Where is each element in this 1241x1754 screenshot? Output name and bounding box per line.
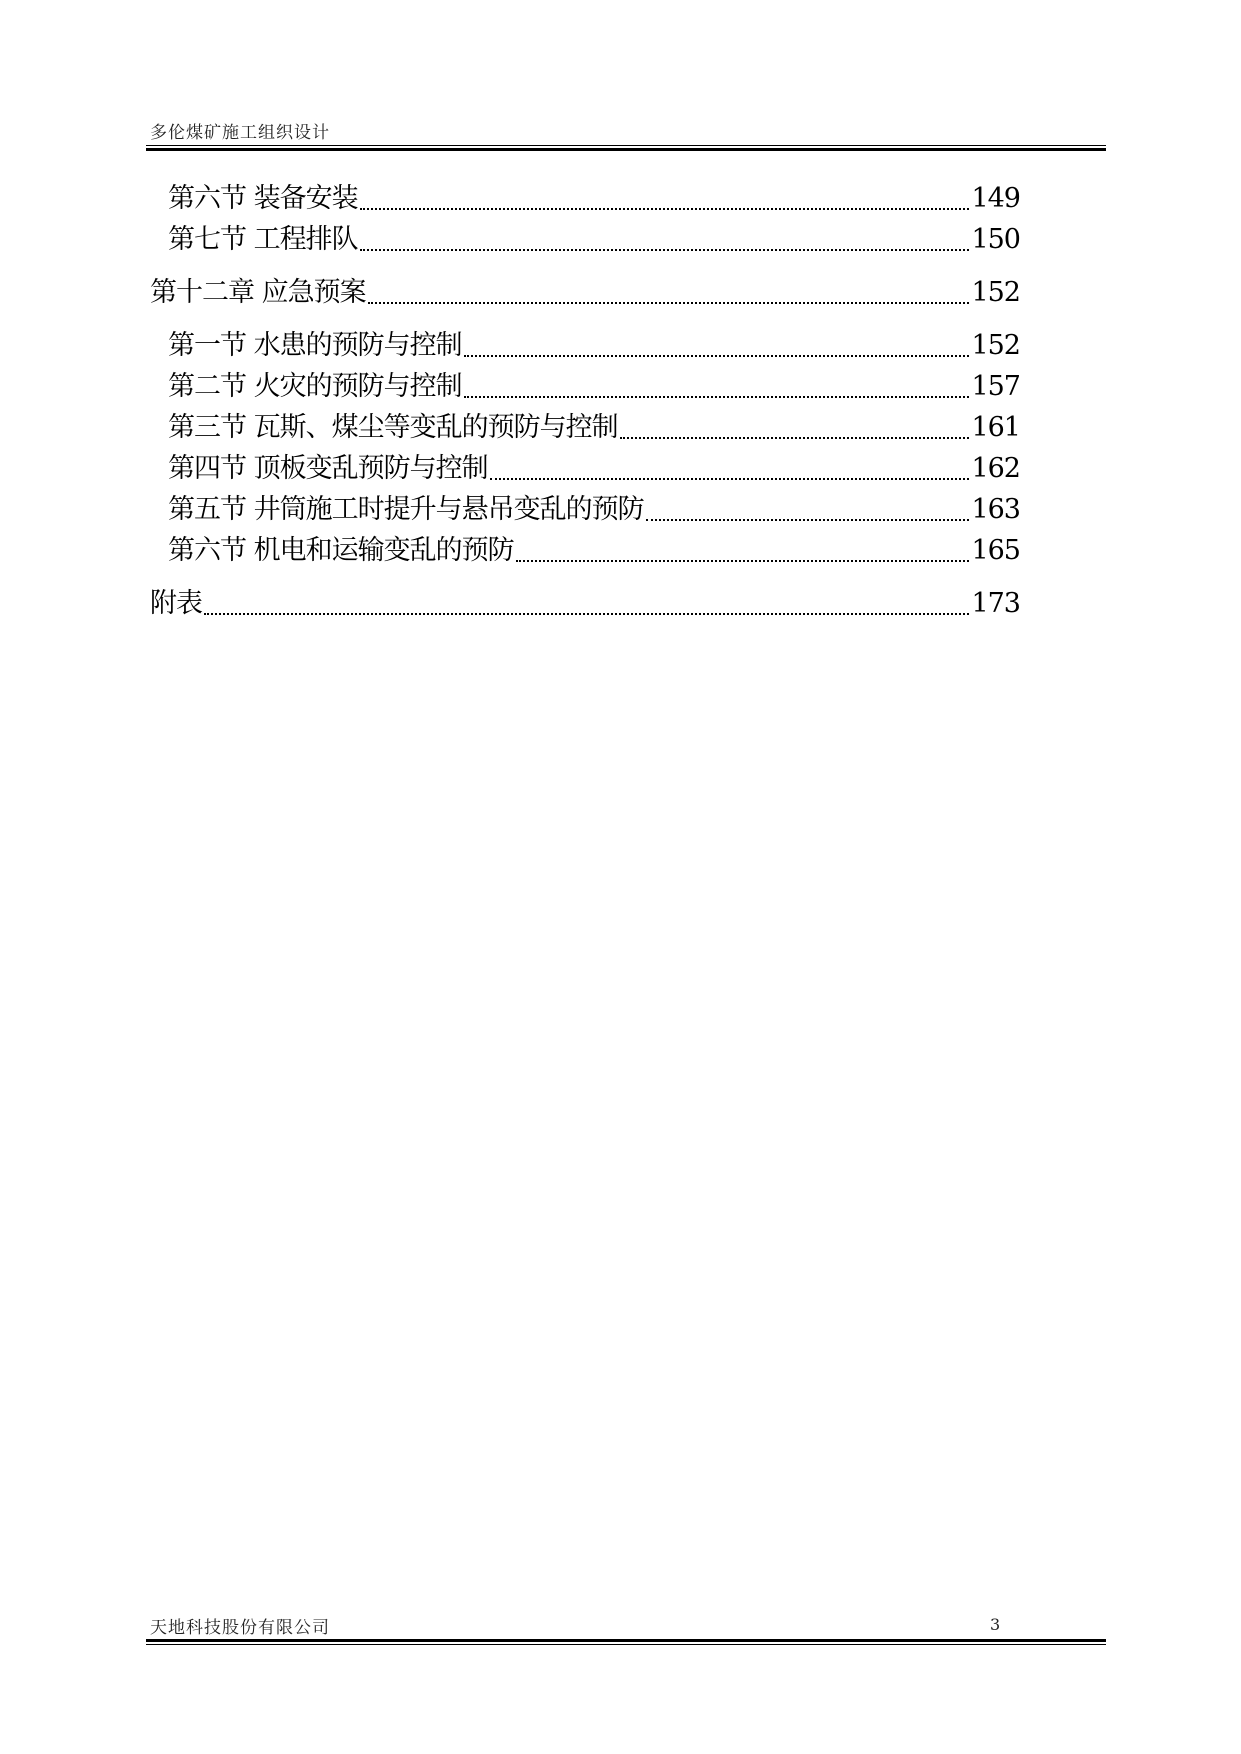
toc-leader-dots: [516, 558, 970, 562]
toc-entry[interactable]: [150, 272, 1020, 313]
header-rule-thick: [146, 148, 1106, 151]
toc-entry-title: 第四节 顶板变乱预防与控制: [168, 453, 488, 484]
toc-entry-title: 第六节 装备安装: [168, 183, 358, 214]
running-header: 多伦煤矿施工组织设计: [150, 123, 330, 143]
toc-entry[interactable]: [150, 583, 1020, 624]
toc-leader-dots: [464, 394, 970, 398]
toc-entry-title: 第六节 机电和运输变乱的预防: [168, 535, 514, 566]
toc-entry-page: 163: [971, 494, 1020, 525]
header-rule-thin: [146, 145, 1106, 146]
toc-entry-title: 第二节 火灾的预防与控制: [168, 371, 462, 402]
toc-leader-dots: [360, 206, 970, 210]
toc-leader-dots: [490, 476, 970, 480]
footer-company: 天地科技股份有限公司: [150, 1618, 330, 1638]
footer-page-number: 3: [990, 1615, 1001, 1634]
table-of-contents: [150, 178, 1020, 636]
toc-entry-page: 152: [971, 330, 1020, 361]
toc-entry-title: 第十二章 应急预案: [150, 277, 366, 308]
toc-entry-page: 150: [971, 224, 1020, 255]
toc-entry[interactable]: [150, 366, 1020, 407]
toc-entry-page: 161: [971, 412, 1020, 443]
toc-leader-dots: [646, 517, 970, 521]
toc-entry-page: 149: [971, 183, 1020, 214]
toc-entry-title: 附表: [150, 588, 202, 619]
footer-rule-thick: [146, 1639, 1106, 1642]
toc-entry[interactable]: [150, 530, 1020, 571]
toc-entry-page: 165: [971, 535, 1020, 566]
toc-leader-dots: [368, 300, 970, 304]
toc-entry[interactable]: [150, 178, 1020, 219]
toc-entry-title: 第七节 工程排队: [168, 224, 358, 255]
toc-entry-title: 第五节 井筒施工时提升与悬吊变乱的预防: [168, 494, 644, 525]
toc-entry[interactable]: [150, 448, 1020, 489]
toc-entry[interactable]: [150, 325, 1020, 366]
footer-rule-thin: [146, 1644, 1106, 1645]
toc-entry[interactable]: [150, 489, 1020, 530]
toc-entry-page: 162: [971, 453, 1020, 484]
toc-entry-title: 第三节 瓦斯、煤尘等变乱的预防与控制: [168, 412, 618, 443]
toc-entry-page: 173: [971, 588, 1020, 619]
toc-entry[interactable]: [150, 219, 1020, 260]
toc-entry-page: 157: [971, 371, 1020, 402]
toc-leader-dots: [204, 611, 969, 615]
toc-entry-page: 152: [971, 277, 1020, 308]
toc-leader-dots: [360, 247, 970, 251]
toc-entry[interactable]: [150, 407, 1020, 448]
toc-leader-dots: [620, 435, 970, 439]
toc-leader-dots: [464, 353, 970, 357]
toc-entry-title: 第一节 水患的预防与控制: [168, 330, 462, 361]
